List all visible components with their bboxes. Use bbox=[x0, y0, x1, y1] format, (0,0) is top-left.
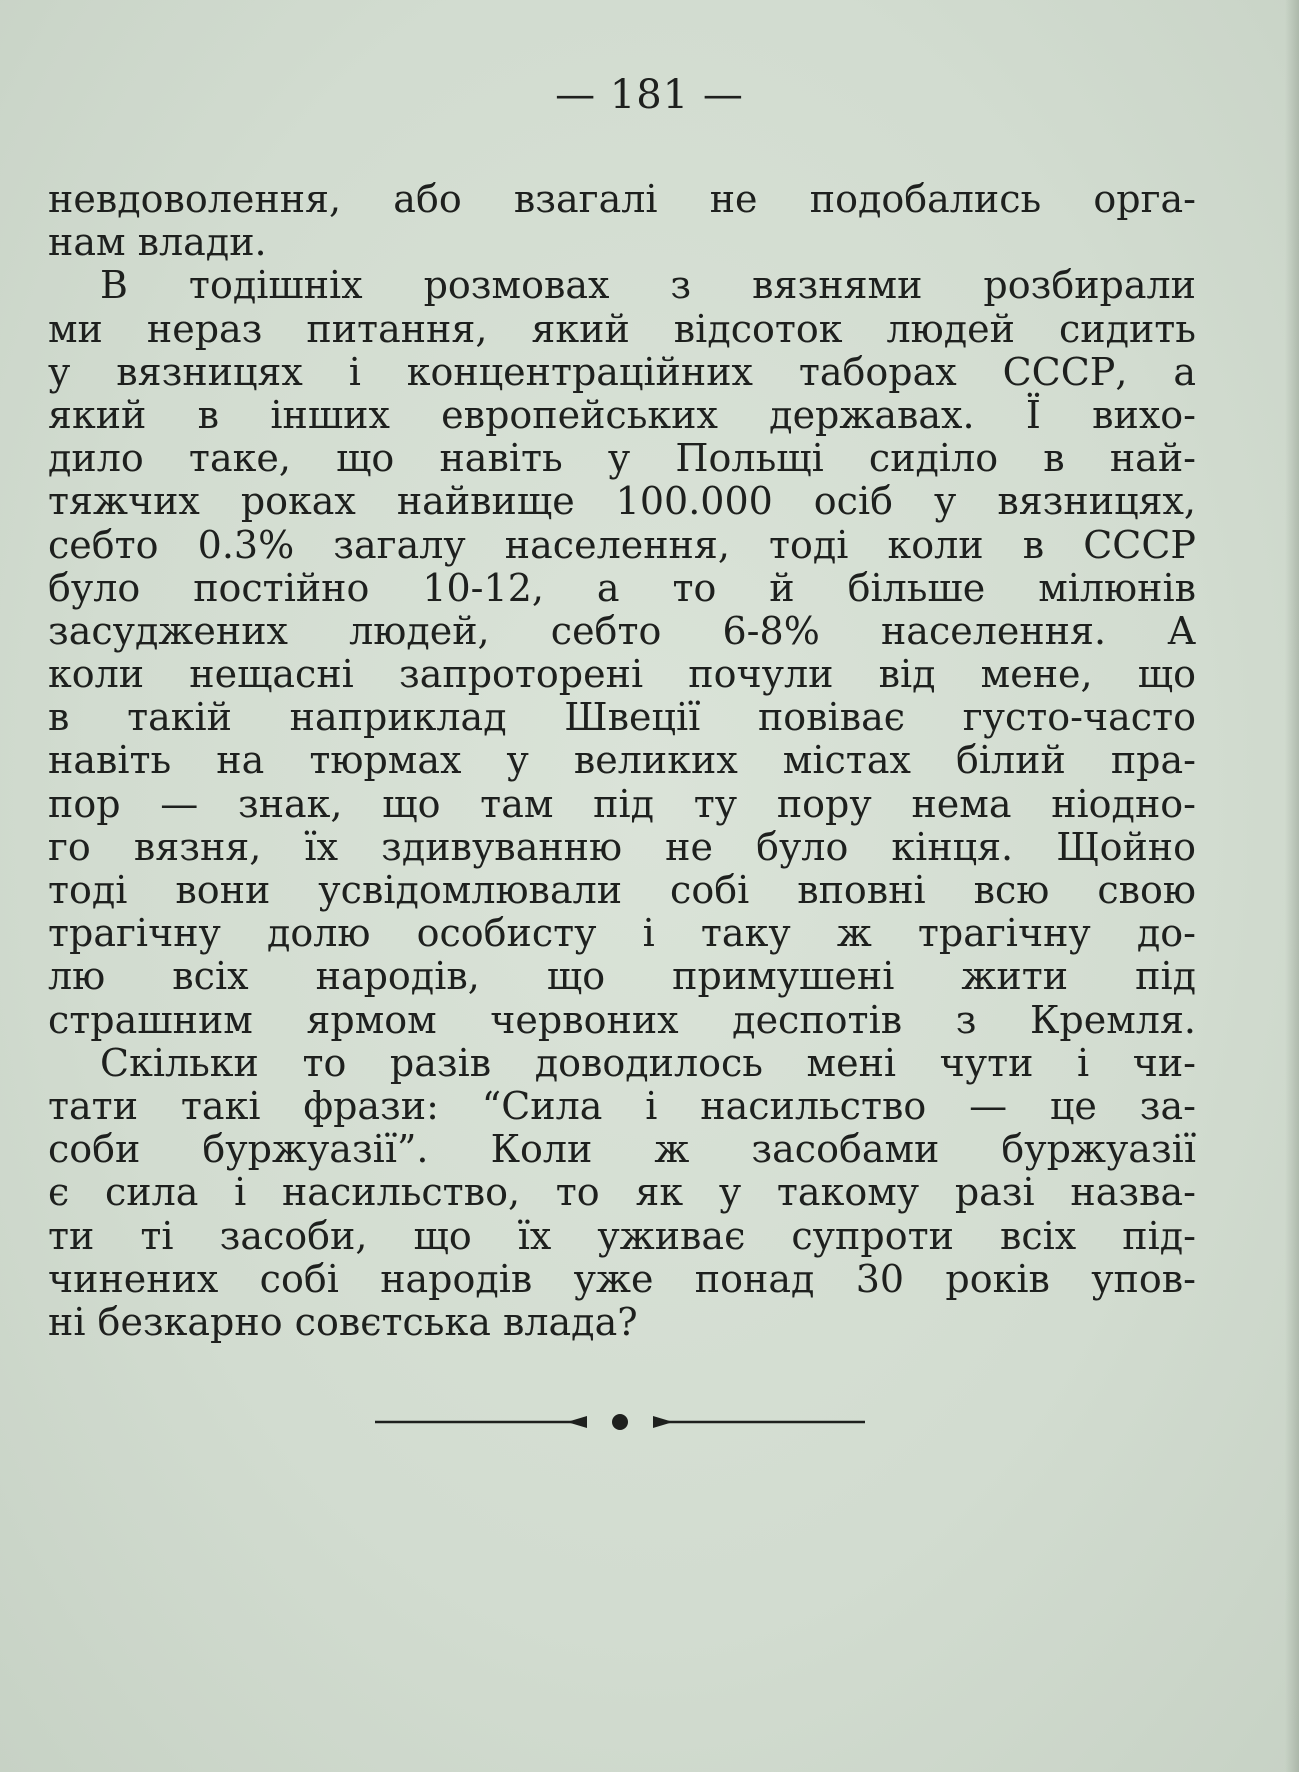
text-line: чинених собі народів уже понад 30 років упов- bbox=[48, 1256, 1196, 1301]
text-line: коли нещасні запроторені почули від мене, що bbox=[48, 652, 1196, 697]
text-line: тяжчих роках найвище 100.000 осіб у вязницях, bbox=[48, 479, 1196, 524]
text-line: лю всіх народів, що примушені жити під bbox=[48, 954, 1196, 999]
text-line: в такій наприклад Швеції повіває густо-часто bbox=[48, 695, 1196, 740]
body-text bbox=[48, 178, 1196, 1344]
text-line: було постійно 10-12, а то й більше мілюнів bbox=[48, 565, 1196, 610]
text-line: ні безкарно совєтська влада? bbox=[48, 1299, 638, 1344]
paragraph-first-line: В тодішніх розмовах з вязнями розбирали bbox=[100, 263, 1196, 308]
text-line: го вязня, їх здивуванню не було кінця. Щойно bbox=[48, 824, 1196, 869]
page-number: — 181 — bbox=[555, 72, 744, 118]
section-divider-ornament bbox=[375, 1412, 865, 1432]
text-line: навіть на тюрмах у великих містах білий пра- bbox=[48, 738, 1196, 783]
text-line: дило таке, що навіть у Польщі сиділо в най- bbox=[48, 436, 1196, 481]
text-line: нам влади. bbox=[48, 220, 267, 265]
text-line: засуджених людей, себто 6-8% населення. А bbox=[48, 608, 1196, 653]
text-line: себто 0.3% загалу населення, тоді коли в СССР bbox=[48, 522, 1196, 567]
text-line: трагічну долю особисту і таку ж трагічну до- bbox=[48, 911, 1196, 956]
paragraph-first-line: Скільки то разів доводилось мені чути і чи- bbox=[100, 1040, 1196, 1085]
text-line: ти ті засоби, що їх уживає супроти всіх під- bbox=[48, 1213, 1196, 1258]
text-line: ми нераз питання, який відсоток людей сидить bbox=[48, 306, 1196, 351]
text-line: соби буржуазії”. Коли ж засобами буржуазії bbox=[48, 1127, 1196, 1172]
text-line: є сила і насильство, то як у такому разі назва- bbox=[48, 1170, 1196, 1215]
text-line: тати такі фрази: “Сила і насильство — це за- bbox=[48, 1083, 1196, 1128]
text-line: пор — знак, що там під ту пору нема ніодно- bbox=[48, 781, 1196, 826]
text-line: у вязницях і концентраційних таборах СССР, а bbox=[48, 349, 1196, 394]
text-line: який в інших европейських державах. Ї вихо- bbox=[48, 392, 1196, 437]
text-line: тоді вони усвідомлювали собі вповні всю свою bbox=[48, 868, 1196, 912]
text-line: невдоволення, або взагалі не подобались орга- bbox=[48, 177, 1196, 221]
text-line: страшним ярмом червоних деспотів з Кремля. bbox=[48, 997, 1196, 1042]
